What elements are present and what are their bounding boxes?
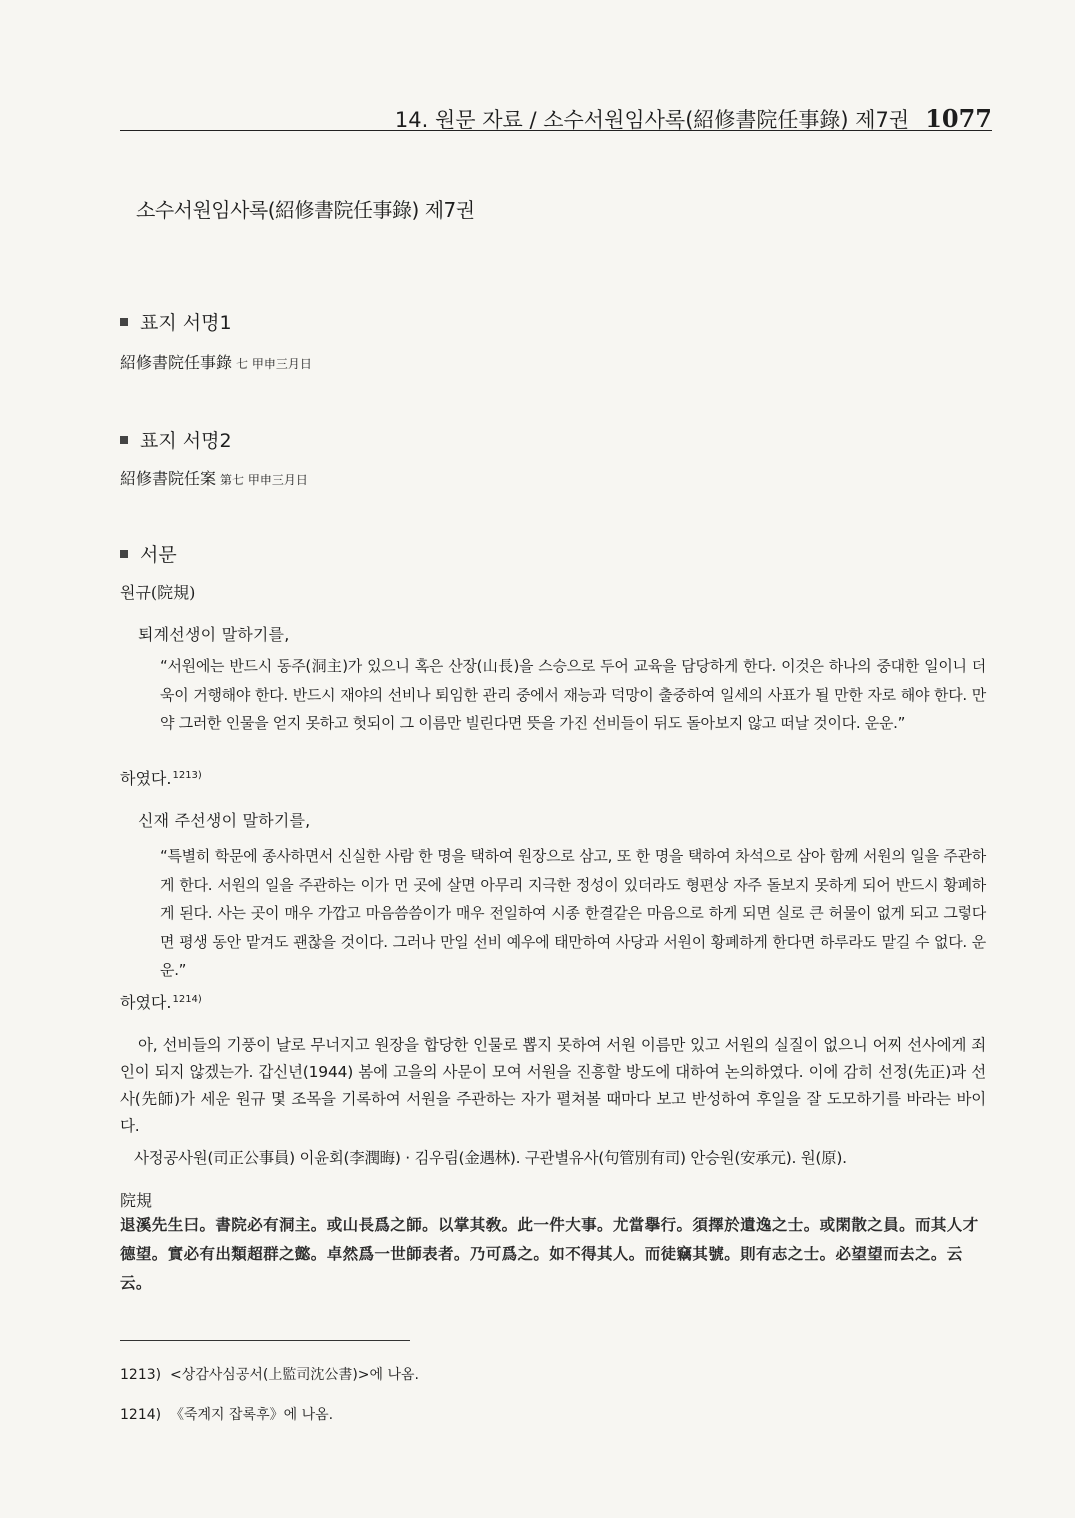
quote-2: “특별히 학문에 종사하면서 신실한 사람 한 명을 택하여 원장으로 삼고, 또 한 명을 택하여 차석으로 삼아 함께 서원의 일을 주관하게 한다. 서원의 일을 주관하는 이가 먼 곳에 살면 아무리 지극한 정성이 있더라도 형편상 자주 돌보지 못하게 되어 반드시 황폐하게 된다. 사는 곳이 매우 가깝고 마음씀씀이가 매우 전일하여 시종 한결같은 마음으로 하게 되면 실로 큰 허물이 없게 되고 그렇다면 평생 동안 맡겨도 괜찮을 것이다. 그러나 만일 선비 예우에 태만하여 사당과 서원이 황폐하게 한다면 하루라도 맡길 수 없다. 운운.” [160, 847, 986, 979]
footnote-ref: 1214) [172, 994, 202, 1005]
square-bullet-icon [120, 318, 128, 326]
closing-paragraph: 아, 선비들의 기풍이 날로 무너지고 원장을 합당한 인물로 뽑지 못하여 서원 이름만 있고 서원의 실질이 없으니 어찌 선사에게 죄인이 되지 않겠는가. 갑신년(1944) 봄에 고을의 사문이 모여 서원을 진흥할 방도에 대하여 논의하였다. 이에 감히 선정(先正)과 선사(先師)가 세운 원규 몇 조목을 기록하여 서원을 주관하는 자가 펼쳐볼 때마다 보고 반성하여 후일을 잘 도모하기를 바라는 바이다. [120, 1036, 986, 1135]
section-cover-title-2 [120, 426, 232, 453]
section-cover-title-1 [120, 308, 232, 335]
said-line-2 [120, 990, 202, 1013]
cover-title-small: 第七 甲申三月日 [220, 473, 308, 487]
said-text: 하였다. [120, 993, 172, 1012]
cover-title-1-text [120, 350, 312, 373]
square-bullet-icon [120, 436, 128, 444]
document-title: 소수서원임사록(紹修書院任事錄) 제7권 [136, 198, 475, 222]
footnote-number: 1214) [120, 1407, 162, 1423]
section-heading: 표지 서명1 [140, 312, 232, 334]
quote-1: “서원에는 반드시 동주(洞主)가 있으니 혹은 산장(山長)을 스승으로 두어 교육을 담당하게 한다. 이것은 하나의 중대한 일이니 더욱이 거행해야 한다. 반드시 재야의 선비나 퇴임한 관리 중에서 재능과 덕망이 출중하여 일세의 사표가 될 만한 자로 해야 한다. 만약 그러한 인물을 얻지 못하고 헛되이 그 이름만 빌린다면 뜻을 가진 선비들이 뒤도 돌아보지 않고 떠날 것이다. 운운.” [160, 657, 986, 732]
hanja-text: 退溪先生曰。書院必有洞主。或山長爲之師。以掌其敎。此一件大事。尤當擧行。須擇於遺逸之士。或閑散之員。而其人才德望。實必有出類超群之懿。卓然爲一世師表者。乃可爲之。如不得其人。而徒竊其號。則有志之士。必望望而去之。云云。 [120, 1215, 979, 1292]
footnote-ref: 1213) [172, 770, 202, 781]
section-heading: 표지 서명2 [140, 430, 232, 452]
lead-line-2: 신재 주선생이 말하기를, [138, 811, 311, 830]
hanja-heading: 院規 [120, 1191, 153, 1210]
said-line-1 [120, 766, 202, 789]
said-text: 하였다. [120, 769, 172, 788]
staff-line: 사정공사원(司正公事員) 이윤회(李潤晦) · 김우림(金遇林). 구관별유사(句管別有司) 안승원(安承元). 원(原). [134, 1149, 847, 1167]
section-preface [120, 540, 177, 567]
footnote-text: 《죽계지 잡록후》에 나옴. [170, 1407, 334, 1423]
footnote-text: <상감사심공서(上監司沈公書)>에 나옴. [170, 1367, 420, 1383]
section-heading: 서문 [140, 544, 177, 566]
cover-title-main: 紹修書院任案 [120, 469, 217, 488]
footnote-number: 1213) [120, 1367, 162, 1383]
lead-line-1: 퇴계선생이 말하기를, [138, 625, 290, 644]
page-number: 1077 [925, 104, 992, 133]
running-title: 14. 원문 자료 / 소수서원임사록(紹修書院任事錄) 제7권 [394, 108, 910, 132]
footnote [120, 1404, 333, 1424]
footnote [120, 1364, 419, 1384]
square-bullet-icon [120, 550, 128, 558]
cover-title-2-text [120, 466, 308, 489]
subheading-rules: 원규(院規) [120, 583, 196, 602]
cover-title-main: 紹修書院任事錄 [120, 353, 233, 372]
footnote-rule [120, 1340, 410, 1341]
cover-title-small: 七 甲申三月日 [236, 357, 312, 371]
header-rule [120, 130, 992, 131]
